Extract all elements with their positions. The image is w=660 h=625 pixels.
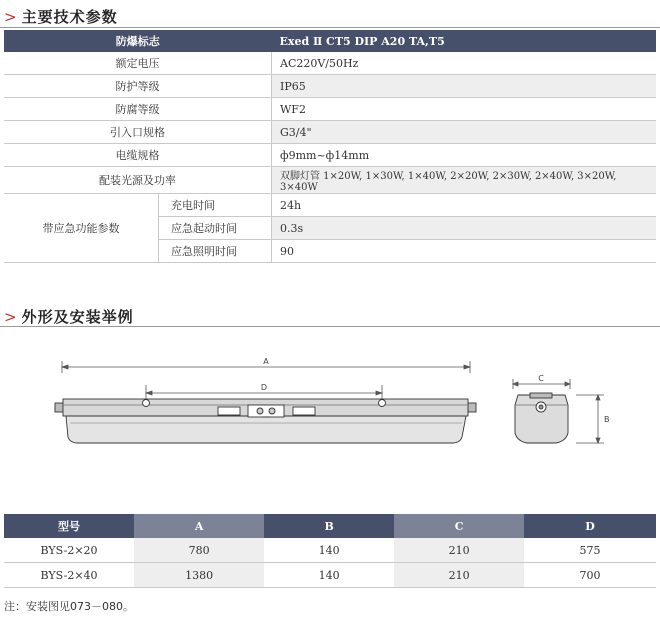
dims-cell-b: 140 [264,538,394,563]
spec-header-row [4,30,656,52]
spec-value: 双脚灯管 1×20W, 1×30W, 1×40W, 2×20W, 2×30W, 2×40W, 3×20W, 3×40W [272,167,657,194]
table-row [4,563,656,588]
spec-row [4,75,656,98]
spec-label: 额定电压 [4,52,272,75]
dimensions-table [4,514,656,588]
spec-row-emergency [4,194,656,217]
dims-cell-a: 1380 [134,563,264,588]
spec-value: ф9mm~ф14mm [272,144,657,167]
emergency-item-value: 24h [272,194,657,217]
arrow-icon: > [4,308,18,326]
spec-value: WF2 [272,98,657,121]
spec-row [4,52,656,75]
dimension-a-label: A [263,357,269,366]
fixture-side-view [55,399,476,443]
dimension-d-label: D [260,383,268,392]
dims-header-a: A [134,514,264,538]
spec-row [4,98,656,121]
dimension-b-label: B [604,415,610,424]
dims-cell-d: 575 [524,538,656,563]
dimension-c-label: C [538,374,544,383]
dims-cell-a: 780 [134,538,264,563]
spec-label: 防护等级 [4,75,272,98]
emergency-label: 带应急功能参数 [4,194,159,263]
dims-cell-b: 140 [264,563,394,588]
footnote: 注：安装图见073－080。 [4,600,134,613]
arrow-icon: > [4,8,18,26]
spec-label: 电缆规格 [4,144,272,167]
table-row [4,538,656,563]
emergency-item-label: 应急起动时间 [159,217,272,240]
dims-cell-model: BYS-2×20 [4,538,134,563]
dims-cell-c: 210 [394,563,524,588]
section-divider [0,326,660,327]
emergency-item-label: 充电时间 [159,194,272,217]
section-title-dimensions [4,306,134,327]
dims-header-model: 型号 [4,514,134,538]
spec-header-value: Exed Ⅱ CT5 DIP A20 TA,T5 [272,30,657,52]
dims-header-row [4,514,656,538]
emergency-item-value: 90 [272,240,657,263]
fixture-end-view [515,393,568,443]
dims-cell-d: 700 [524,563,656,588]
spec-label: 配装光源及功率 [4,167,272,194]
dims-header-b: B [264,514,394,538]
spec-table [4,30,656,263]
spec-row [4,121,656,144]
spec-row [4,167,656,194]
dims-header-d: D [524,514,656,538]
emergency-item-label: 应急照明时间 [159,240,272,263]
dims-header-c: C [394,514,524,538]
section-title-text: 外形及安装举例 [21,308,134,326]
spec-label: 防腐等级 [4,98,272,121]
spec-value: G3/4" [272,121,657,144]
section-divider [0,27,660,28]
dims-cell-c: 210 [394,538,524,563]
emergency-item-value: 0.3s [272,217,657,240]
section-title-text: 主要技术参数 [21,8,118,26]
spec-header-label: 防爆标志 [4,30,272,52]
fixture-drawing [0,355,660,475]
dims-cell-model: BYS-2×40 [4,563,134,588]
spec-row [4,144,656,167]
spec-value: AC220V/50Hz [272,52,657,75]
spec-label: 引入口规格 [4,121,272,144]
spec-value: IP65 [272,75,657,98]
section-title-specs [4,6,118,27]
dimension-b [576,395,604,443]
